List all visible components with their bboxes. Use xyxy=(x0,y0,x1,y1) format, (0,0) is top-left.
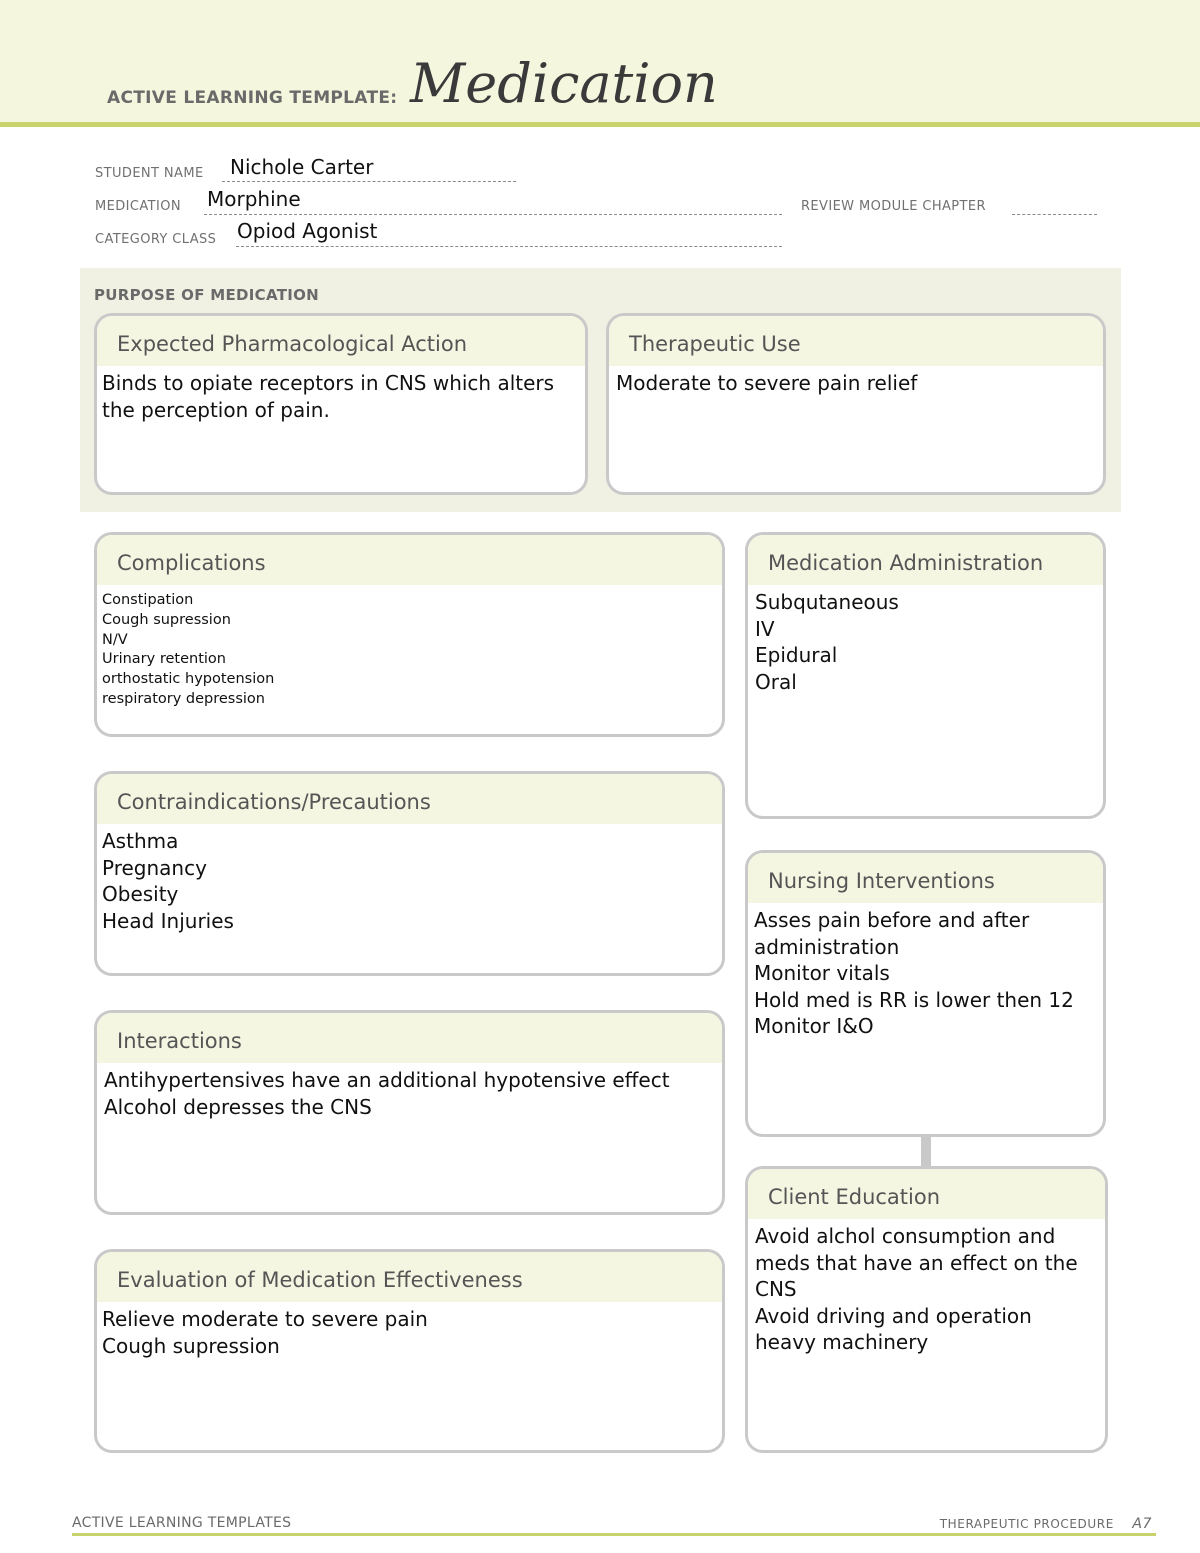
nursing-title: Nursing Interventions xyxy=(748,853,1103,903)
category-class-value[interactable]: Opiod Agonist xyxy=(237,219,378,243)
text-line: Avoid alchol consumption and xyxy=(755,1224,1056,1248)
complications-card xyxy=(94,532,725,737)
student-name-value[interactable]: Nichole Carter xyxy=(230,155,374,179)
text-line: Obesity xyxy=(102,882,179,906)
student-name-label: STUDENT NAME xyxy=(95,166,204,181)
footer-rule xyxy=(72,1533,1156,1536)
text-line: orthostatic hypotension xyxy=(102,671,275,688)
review-module-label: REVIEW MODULE CHAPTER xyxy=(801,199,986,214)
education-title: Client Education xyxy=(748,1169,1105,1219)
student-name-line xyxy=(222,181,516,182)
connector-bar xyxy=(921,1134,931,1166)
text-line: Cough supression xyxy=(102,1333,280,1358)
category-class-line xyxy=(236,246,782,247)
text-line: Hold med is RR is lower then 12 xyxy=(754,987,1074,1012)
footer-page-number: A7 xyxy=(1132,1516,1152,1532)
evaluation-title: Evaluation of Medication Effectiveness xyxy=(97,1252,722,1302)
text-line: Epidural xyxy=(755,643,838,667)
complications-title: Complications xyxy=(97,535,722,585)
text-line: CNS xyxy=(755,1277,797,1301)
footer-section-label: THERAPEUTIC PROCEDURE xyxy=(939,1517,1114,1531)
text-line: Monitor vitals xyxy=(754,961,890,985)
text-line: Avoid driving and operation xyxy=(755,1303,1032,1328)
expected-action-title: Expected Pharmacological Action xyxy=(97,316,585,366)
evaluation-card xyxy=(94,1249,725,1453)
text-line: Head Injuries xyxy=(102,908,234,933)
therapeutic-use-card xyxy=(606,313,1106,495)
text-line: Monitor I&O xyxy=(754,1014,874,1038)
therapeutic-use-body[interactable] xyxy=(609,366,1103,397)
text-line: Pregnancy xyxy=(102,855,207,880)
interactions-card xyxy=(94,1010,725,1215)
expected-action-body[interactable] xyxy=(97,366,585,423)
text-line: the perception of pain. xyxy=(102,397,330,422)
text-line: meds that have an effect on the xyxy=(755,1250,1078,1275)
nursing-card xyxy=(745,850,1106,1137)
evaluation-body[interactable] xyxy=(97,1302,722,1359)
contraindications-title: Contraindications/Precautions xyxy=(97,774,722,824)
text-line: Antihypertensives have an additional hypotensive effect xyxy=(104,1068,670,1092)
review-module-line xyxy=(1012,214,1097,215)
interactions-title: Interactions xyxy=(97,1013,722,1063)
text-line: Cough supression xyxy=(102,611,231,628)
medication-label: MEDICATION xyxy=(95,199,181,214)
header-rule xyxy=(0,122,1200,127)
medication-line xyxy=(204,214,782,215)
text-line: respiratory depression xyxy=(102,690,265,707)
contraindications-body[interactable] xyxy=(97,824,722,934)
template-label: ACTIVE LEARNING TEMPLATE: xyxy=(107,88,398,108)
administration-body[interactable] xyxy=(748,585,1103,695)
education-body[interactable] xyxy=(748,1219,1105,1356)
text-line: Binds to opiate receptors in CNS which alters xyxy=(102,371,555,395)
text-line: Asthma xyxy=(102,829,179,853)
text-line: Subqutaneous xyxy=(755,590,899,614)
text-line: Oral xyxy=(755,669,797,694)
text-line: N/V xyxy=(102,631,128,648)
text-line: Asses pain before and after xyxy=(754,908,1030,932)
page-title: Medication xyxy=(410,52,718,115)
complications-body[interactable] xyxy=(97,585,722,710)
text-line: Constipation xyxy=(102,592,194,608)
text-line: IV xyxy=(755,616,775,641)
text-line: Urinary retention xyxy=(102,651,226,668)
text-line: Moderate to severe pain relief xyxy=(616,371,918,395)
therapeutic-use-title: Therapeutic Use xyxy=(609,316,1103,366)
text-line: Alcohol depresses the CNS xyxy=(104,1094,372,1119)
interactions-body[interactable] xyxy=(97,1063,722,1120)
text-line: administration xyxy=(754,934,900,959)
text-line: heavy machinery xyxy=(755,1330,929,1354)
nursing-body[interactable] xyxy=(748,903,1103,1040)
footer-title: ACTIVE LEARNING TEMPLATES xyxy=(72,1515,292,1531)
contraindications-card xyxy=(94,771,725,976)
education-card xyxy=(745,1166,1108,1453)
footer-section xyxy=(940,1516,1152,1532)
expected-action-card xyxy=(94,313,588,495)
medication-value[interactable]: Morphine xyxy=(207,187,301,211)
text-line: Relieve moderate to severe pain xyxy=(102,1307,428,1331)
category-class-label: CATEGORY CLASS xyxy=(95,232,217,247)
administration-card xyxy=(745,532,1106,819)
administration-title: Medication Administration xyxy=(748,535,1103,585)
purpose-label: PURPOSE OF MEDICATION xyxy=(94,286,320,304)
